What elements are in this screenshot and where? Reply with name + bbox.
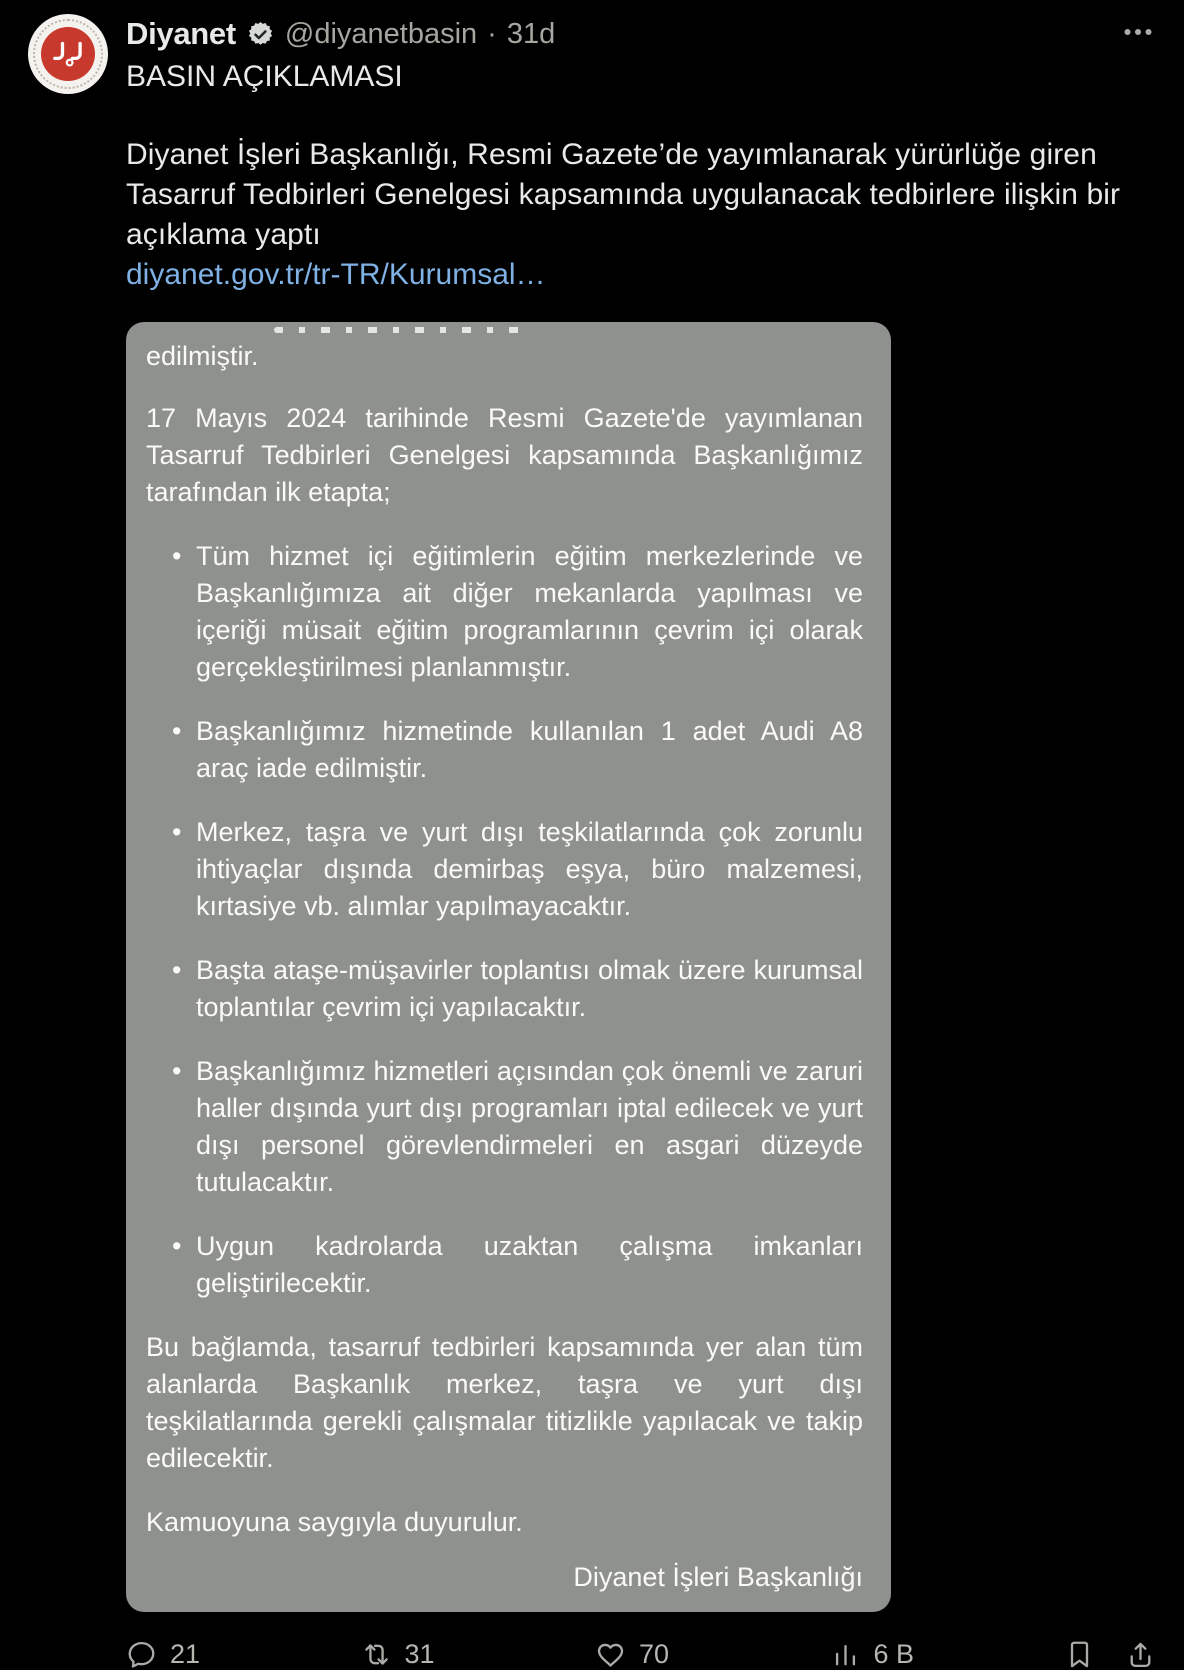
press-release-salutation: Kamuoyuna saygıyla duyurulur. [146, 1507, 523, 1537]
press-release-partial-line: edilmiştir. [146, 341, 259, 371]
diyanet-calligraphy-icon [46, 32, 90, 76]
avatar-column [28, 14, 108, 1670]
press-release-image[interactable] [126, 322, 891, 1612]
diyanet-logo [41, 27, 95, 81]
more-menu-button[interactable] [1118, 18, 1158, 51]
press-release-bullet: • Başkanlığımız hizmetleri açısından çok önemli ve zaruri haller dışında yurt dışı programları iptal edilecek ve yurt dışı personel görevlendirmeleri en asgari düzeyde tutulacaktır. [172, 1053, 863, 1201]
reply-button[interactable] [126, 1639, 361, 1670]
press-release-bullet-list [172, 538, 863, 1302]
tweet-link[interactable]: diyanet.gov.tr/tr-TR/Kurumsal… [126, 258, 546, 291]
press-release-bullet: • Tüm hizmet içi eğitimlerin eğitim merkezlerinde ve Başkanlığımıza ait diğer mekanlarda yapılması ve içeriği müsait eğitim programlarının çevrim içi olarak gerçekleştirilmesi planlanmıştır. [172, 538, 863, 686]
views-button[interactable] [830, 1639, 1065, 1670]
tweet-text-line1: BASIN AÇIKLAMASI [126, 60, 403, 93]
views-icon [830, 1639, 861, 1670]
press-release-bullet: • Başta ataşe-müşavirler toplantısı olmak üzere kurumsal toplantılar çevrim içi yapılacaktır. [172, 952, 863, 1026]
press-release-bullet: • Merkez, taşra ve yurt dışı teşkilatlarında çok zorunlu ihtiyaçlar dışında demirbaş eşya, büro malzemesi, kırtasiye vb. alımlar yapılmayacaktır. [172, 814, 863, 925]
press-release-bullet: • Başkanlığımız hizmetinde kullanılan 1 adet Audi A8 araç iade edilmiştir. [172, 713, 863, 787]
like-count: 70 [639, 1639, 670, 1669]
separator-dot: · [487, 17, 497, 50]
share-button[interactable] [1125, 1639, 1156, 1670]
tweet-content [126, 14, 1164, 1670]
press-release-closing: Bu bağlamda, tasarruf tedbirleri kapsamında yer alan tüm alanlarda Başkanlık merkez, taşra ve yurt dışı teşkilatlarında gerekli çalışmalar titizlikle yapılacak ve takip edilecektir. [146, 1332, 863, 1473]
bookmark-button[interactable] [1064, 1639, 1095, 1670]
clipped-text-fragments [274, 327, 524, 333]
tweet-text-body: Diyanet İşleri Başkanlığı, Resmi Gazete’de yayımlanarak yürürlüğe giren Tasarruf Tedbirleri Genelgesi kapsamında uygulanacak tedbirlere ilişkin bir açıklama yaptı [126, 138, 1121, 251]
bookmark-icon [1064, 1639, 1095, 1670]
reply-count: 21 [170, 1639, 201, 1669]
tweet-header [126, 16, 1164, 52]
three-dots-icon [1118, 18, 1158, 46]
user-handle[interactable]: @diyanetbasin [284, 17, 478, 50]
press-release-bullet: • Uygun kadrolarda uzaktan çalışma imkanları geliştirilecektir. [172, 1228, 863, 1302]
engagement-bar [126, 1639, 1164, 1670]
share-icon [1125, 1639, 1156, 1670]
press-release-intro: 17 Mayıs 2024 tarihinde Resmi Gazete'de yayımlanan Tasarruf Tedbirleri Genelgesi kapsamında Başkanlığımız tarafından ilk etapta; [146, 403, 863, 507]
views-count: 6 B [873, 1639, 915, 1669]
press-release-signature: Diyanet İşleri Başkanlığı [573, 1562, 863, 1592]
engagement-right-actions [1064, 1639, 1156, 1670]
reply-icon [126, 1639, 157, 1670]
repost-button[interactable] [361, 1639, 596, 1670]
like-button[interactable] [595, 1639, 830, 1670]
timestamp[interactable]: 31d [506, 17, 556, 50]
repost-count: 31 [404, 1639, 435, 1669]
repost-icon [361, 1639, 392, 1670]
avatar[interactable] [28, 14, 108, 94]
like-icon [595, 1639, 626, 1670]
display-name[interactable]: Diyanet [126, 16, 236, 51]
verified-badge-icon [246, 20, 275, 49]
